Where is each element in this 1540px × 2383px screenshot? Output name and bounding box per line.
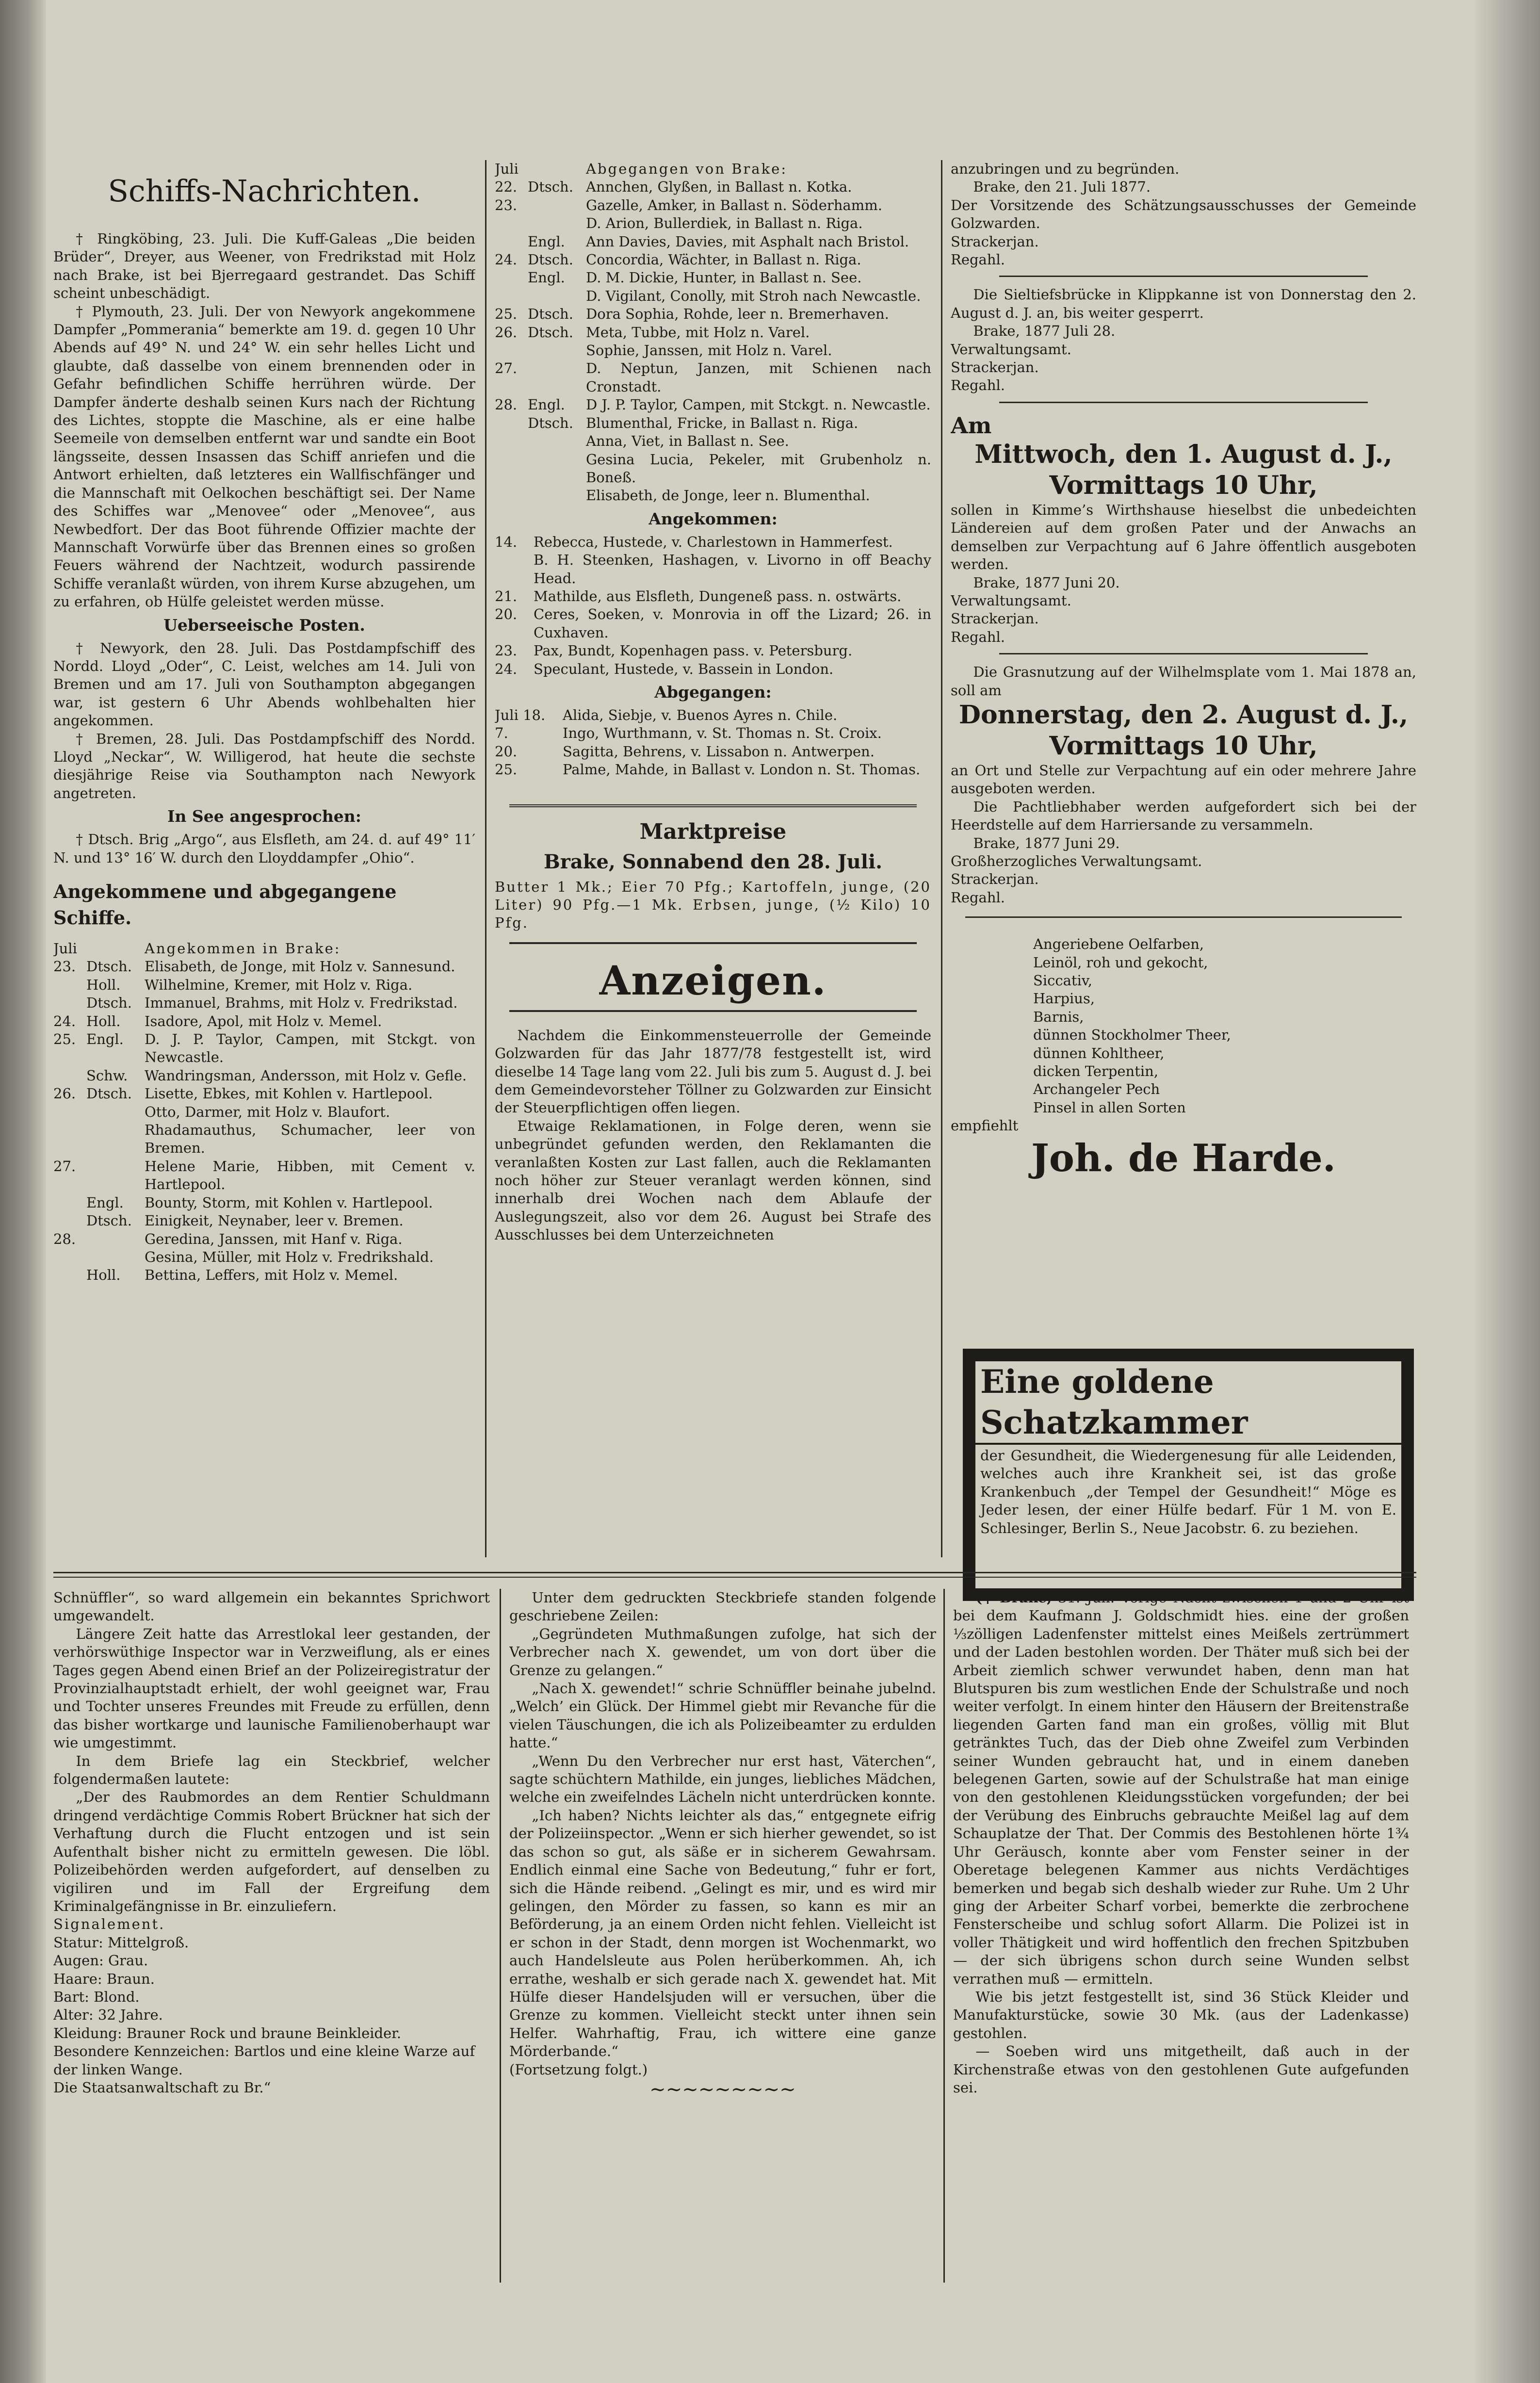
story2-part-4: „Wenn Du den Verbrecher nur erst hast, Väterchen“, sagte schüchtern Mathilde, ein junges, liebliches Mädchen, welche ein zweifelndes Lächeln nicht unterdrücken konnte. [509, 1752, 936, 1806]
news-bremen: † Bremen, 28. Juli. Das Postdampfschiff des Nordd. Lloyd „Neckar“, W. Willigerod, hat heute die sechste diesjährige Reise via Southampton nach Newyork angetreten. [53, 730, 475, 801]
departure-flag [528, 196, 586, 214]
arrival-row [53, 958, 475, 976]
horizontal-rule-bottom [53, 1577, 1416, 1578]
ad4-product-list [951, 935, 1416, 1117]
arrival-day [53, 1103, 86, 1121]
departure-text: Gesina Lucia, Pekeler, mit Grubenholz n. Boneß. [586, 451, 931, 486]
departed-list [495, 706, 931, 779]
ad2-headline-2: Vormittags 10 Uhr, [1049, 470, 1318, 500]
departure-text: D. Arion, Bullerdiek, in Ballast n. Riga. [586, 215, 863, 232]
page-edge [1472, 0, 1540, 2383]
departure-flag [528, 432, 586, 450]
product-item: Siccativ, [1033, 972, 1093, 989]
arrived-list [495, 533, 931, 678]
arrival-row [53, 1121, 475, 1158]
ad3-text-3: Die Pachtliebhaber werden aufgefordert sich bei der Heerdstelle auf dem Harriersande zu versammeln. [951, 798, 1416, 833]
schatzkammer-title: Eine goldene Schatzkammer [975, 1361, 1401, 1445]
departure-flag [528, 214, 586, 232]
ad3-place: Brake, 1877 Juni 29. [973, 834, 1120, 851]
story-part-3: In dem Briefe lag ein Steckbrief, welcher folgendermaßen lautete: [53, 1752, 490, 1788]
departure-text: Meta, Tubbe, mit Holz n. Varel. [586, 324, 810, 341]
arrival-flag: Schw. [86, 1067, 128, 1084]
marktpreise-title: Marktpreise [639, 819, 787, 844]
ad2-org: Verwaltungsamt. [951, 592, 1071, 609]
arrival-text: Wandringsman, Andersson, mit Holz v. Gefle. [145, 1067, 467, 1084]
departure-flag [528, 359, 586, 396]
departure-flag: Engl. [528, 396, 565, 413]
ad2-text: sollen in Kimme’s Wirthshause hieselbst die unbedeichten Ländereien auf dem großen Pater und der Anwachs an demselben zur Verpachtung auf 6 Jahre öffentlich ausgeboten werden. [951, 501, 1416, 573]
sign1-last: Regahl. [951, 251, 1005, 268]
arrived-text: Pax, Bundt, Kopenhagen pass. v. Petersburg. [534, 642, 853, 659]
departed-day: 7. [495, 725, 508, 742]
brake-news-2: Wie bis jetzt festgestellt ist, sind 36 Stück Kleider und Manufakturstücke, sowie 30 Mk. (aus der Ladenkasse) gestohlen. [953, 1988, 1409, 2041]
departure-text: Gazelle, Amker, in Ballast n. Söderhamm. [586, 196, 882, 213]
heading-in-see-angesprochen: In See angesprochen: [167, 807, 361, 826]
arrival-row [53, 1103, 475, 1121]
departure-day: 28. [495, 396, 518, 413]
product-item: Pinsel in allen Sorten [1033, 1099, 1186, 1116]
signalement-item: Kleidung: Brauner Rock und braune Beinkleider. [53, 2024, 402, 2041]
departure-row [495, 359, 931, 396]
arrival-flag [86, 1121, 145, 1158]
departure-day: 27. [495, 360, 518, 377]
header-label: Angekommen in Brake: [145, 940, 341, 957]
column-3 [951, 160, 1416, 1344]
departure-text: Anna, Viet, in Ballast n. See. [586, 433, 789, 450]
arrival-day [53, 976, 86, 994]
departure-day [495, 487, 528, 505]
ad1-place: Brake, 1877 Juli 28. [973, 323, 1116, 340]
arrival-flag: Holl. [86, 976, 121, 993]
sign1-name: Strackerjan. [951, 233, 1039, 250]
arrived-day: 21. [495, 588, 518, 604]
departure-text: Dora Sophia, Rohde, leer n. Bremerhaven. [586, 306, 889, 323]
heading-abgegangen: Abgegangen: [654, 682, 772, 702]
arrival-row [53, 1230, 475, 1248]
arrived-day: 23. [495, 642, 518, 659]
arrival-text: Gesina, Müller, mit Holz v. Fredrikshald. [145, 1248, 434, 1265]
departure-row [495, 414, 931, 432]
arrival-row [53, 1012, 475, 1030]
arrival-row [53, 1266, 475, 1284]
departed-text: Alida, Siebje, v. Buenos Ayres n. Chile. [563, 706, 838, 723]
departure-flag: Dtsch. [528, 414, 573, 431]
arrival-day [53, 1248, 86, 1266]
arrival-flag [86, 1230, 145, 1248]
departure-text: D J. P. Taylor, Campen, mit Stckgt. n. Newcastle. [586, 396, 931, 413]
news-argo: † Dtsch. Brig „Argo“, aus Elsfleth, am 24. d. auf 49° 11′ N. und 13° 16′ W. durch den Lloyddampfer „Ohio“. [53, 831, 475, 866]
arrival-text: Helene Marie, Hibben, mit Cement v. Hartlepool. [145, 1158, 475, 1193]
signalement-item: Bart: Blond. [53, 1988, 140, 2005]
arrival-text: Einigkeit, Neynaber, leer v. Bremen. [145, 1212, 404, 1229]
header-month-2: Juli [495, 161, 519, 177]
arrival-day: 27. [53, 1158, 76, 1175]
product-item: Barnis, [1033, 1008, 1084, 1025]
departed-row [495, 724, 931, 742]
arrival-row [53, 1067, 475, 1085]
news-plymouth: † Plymouth, 23. Juli. Der von Newyork angekommene Dampfer „Pommerania“ bemerkte am 19. d. gegen 10 Uhr Abends auf 49° N. und 24° W. ein sehr helles Licht und glaubte, daß dasselbe von einem brennenden oder in Gefahr befindlichen Schiffe herrühren würde. Der Dampfer änderte deshalb seinen Kurs nach der Richtung des Lichtes, stoppte die Maschine, als er eine halbe Seemeile von demselben entfernt war und sandte ein Boot längsseite, dessen Insassen das Schiff anriefen und die Antwort erhielten, daß letzteres ein Wallfischfänger und die Mannschaft mit Oelkochen beschäftigt sei. Der Name des Schiffes war „Menovee“ oder „Menovee“, aus Newbedfort. Der das Boot führende Offizier machte der Mannschaft Vorwürfe über das Brennen eines so großen Feuers während der Nachtzeit, wodurch passirende Schiffe veranlaßt würden, von ihrem Kurse abzugehen, um zu erfahren, ob Hülfe geleistet werden müsse. [53, 303, 475, 610]
arrival-flag: Dtsch. [86, 958, 132, 975]
departure-flag [528, 451, 586, 487]
departure-day [495, 414, 528, 432]
departures-list [495, 178, 931, 505]
bottom-column-1 [53, 1589, 490, 2292]
arrival-day [53, 1067, 86, 1085]
anzeigen-title: Anzeigen. [599, 957, 827, 1004]
departure-day: 22. [495, 179, 518, 196]
departure-row [495, 196, 931, 214]
arrival-flag: Engl. [86, 1194, 124, 1211]
departure-day: 24. [495, 251, 518, 268]
arrived-text: Mathilde, aus Elsfleth, Dungeneß pass. n. ostwärts. [534, 588, 902, 604]
signalement-item: Augen: Grau. [53, 1952, 148, 1969]
ad3-headline-2: Vormittags 10 Uhr, [1049, 731, 1318, 761]
arrival-row [53, 1194, 475, 1212]
departure-row [495, 269, 931, 287]
arrival-flag [86, 1248, 145, 1266]
arrival-day: 26. [53, 1085, 76, 1102]
arrived-row [495, 588, 931, 605]
departure-flag: Dtsch. [528, 251, 573, 268]
arrival-day: 25. [53, 1031, 76, 1048]
signalement-title: Signalement. [53, 1916, 165, 1933]
arrival-flag [86, 1158, 145, 1194]
arrival-day: 28. [53, 1230, 76, 1247]
ad1-org: Verwaltungsamt. [951, 341, 1071, 358]
arrival-day: 23. [53, 958, 76, 975]
arrival-text: D. J. P. Taylor, Campen, mit Stckgt. von Newcastle. [145, 1031, 475, 1066]
heading-angekommen: Angekommen: [648, 509, 778, 528]
story-part-4: „Der des Raubmordes an dem Rentier Schuldmann dringend verdächtige Commis Robert Brückner hat sich der Verhaftung durch die Flucht entzogen und ist sein Aufenthalt bisher nicht zu ermitteln gewesen. Die löbl. Polizeibehörden werden aufgefordert, auf denselben zu vigiliren und im Fall der Ergreifung dem Kriminalgefängnisse in Br. einzuliefern. [53, 1789, 490, 1914]
arrival-row [53, 976, 475, 994]
story-end-signature: Die Staatsanwaltschaft zu Br.“ [53, 2079, 271, 2096]
product-item: Leinöl, roh und gekocht, [1033, 954, 1208, 971]
product-item: dicken Terpentin, [1033, 1063, 1159, 1080]
product-item: Angeriebene Oelfarben, [1033, 936, 1204, 953]
departure-text: Elisabeth, de Jonge, leer n. Blumenthal. [586, 487, 870, 504]
arrived-text: B. H. Steenken, Hashagen, v. Livorno in off Beachy Head. [534, 552, 931, 587]
departure-day [495, 342, 528, 359]
story2-part-1: Unter dem gedruckten Steckbriefe standen folgende geschriebene Zeilen: [509, 1589, 936, 1624]
ad1-name: Strackerjan. [951, 359, 1039, 376]
schatzkammer-text: der Gesundheit, die Wiedergenesung für alle Leidenden, welches auch ihre Krankheit sei, ist das große Krankenbuch „der Tempel der Gesundheit!“ Möge es Jeder lesen, der einer Hülfe bedarf. Für 1 M. von E. Schlesinger, Berlin S., Neue Jacobstr. 6. zu beziehen. [980, 1447, 1396, 1536]
column-1 [53, 160, 475, 1567]
arrival-flag: Dtsch. [86, 995, 132, 1012]
arrival-row [53, 1158, 475, 1194]
departure-flag: Engl. [528, 233, 565, 250]
ad3-org: Großherzogliches Verwaltungsamt. [951, 852, 1202, 869]
anzeigen-continuation: anzubringen und zu begründen. [951, 161, 1180, 177]
brake-news: 31. Juli. Vorige Nacht zwischen 1 und 2 Uhr ist bei dem Kaufmann J. Goldschmidt hies. eine der großen ⅓zölligen Ladenfenster mittelst eines Meißels zertrümmert und der Laden bestohlen worden. Der Thäter muß sich bei der Arbeit ziemlich schwer verwundet haben, denn man hat Blutspuren bis zum westlichen Ende der Schulstraße und noch weiter verfolgt. In einem hinter den Häusern der Breitenstraße liegenden Garten fand man ein großes, völlig mit Blut getränktes Tuch, das der Dieb ohne Zweifel zum Verbinden seiner Wunden gebraucht hat, und in einem daneben belegenen Garten, sowie auf der Schulstraße hat man einige von den gestohlenen Kleidungsstücken vorgefunden; der bei der Verübung des Einbruchs gebrauchte Meißel lag auf dem Schauplatze der That. Der Commis des Bestohlenen hörte 1¾ Uhr Geräusch, konnte aber vom Fenster seiner in der Oberetage belegenen Kammer aus nichts Verdächtiges bemerken und begab sich deshalb wieder zur Ruhe. Um 2 Uhr ging der Arbeiter Scharf vorbei, bemerkte die zerbrochene Fensterscheibe und schlug sofort Allarm. Die Polizei ist in voller Thätigkeit und wird hoffentlich den frechen Spitzbuben — der sich übrigens schon durch seine Wunden selbst verrathen muß — ermitteln. [953, 1589, 1409, 1987]
arrival-day [53, 994, 86, 1012]
signalement-item: Besondere Kennzeichen: Bartlos und eine kleine Warze auf der linken Wange. [53, 2043, 475, 2078]
arrival-text: Wilhelmine, Kremer, mit Holz v. Riga. [145, 976, 413, 993]
departure-day [495, 432, 528, 450]
arrival-text: Rhadamauthus, Schumacher, leer von Bremen. [145, 1122, 475, 1157]
product-item: dünnen Kohltheer, [1033, 1045, 1165, 1061]
arrived-day: 20. [495, 606, 518, 623]
departure-row [495, 324, 931, 342]
ad1-last: Regahl. [951, 377, 1005, 394]
departure-flag [528, 342, 586, 359]
story2-part-2: „Gegründeten Muthmaßungen zufolge, hat sich der Verbrecher nach X. gewendet, um von dort über die Grenze zu gelangen.“ [509, 1625, 936, 1679]
arrival-day [53, 1121, 86, 1158]
departure-text: D. Neptun, Janzen, mit Schienen nach Cronstadt. [586, 360, 931, 395]
sign1-place: Brake, den 21. Juli 1877. [973, 179, 1151, 196]
ad3-text-2: an Ort und Stelle zur Verpachtung auf ein oder mehrere Jahre ausgeboten werden. [951, 762, 1416, 797]
departure-text: Annchen, Glyßen, in Ballast n. Kotka. [586, 179, 852, 196]
bottom-column-3 [953, 1589, 1409, 2292]
arrival-text: Lisette, Ebkes, mit Kohlen v. Hartlepool. [145, 1085, 433, 1102]
ad2-last: Regahl. [951, 628, 1005, 645]
arrived-text: Rebecca, Hustede, v. Charlestown in Hammerfest. [534, 533, 893, 550]
heading-ueberseeische-posten: Ueberseeische Posten. [163, 615, 365, 635]
ornament-tilde: ∼∼∼∼∼∼∼∼∼ [649, 2078, 796, 2101]
departure-row [495, 451, 931, 487]
arrival-day: 24. [53, 1012, 76, 1029]
departure-flag: Dtsch. [528, 324, 573, 341]
bottom-column-2 [509, 1589, 936, 2292]
arrival-row [53, 1030, 475, 1067]
fortsetzung-folgt: (Fortsetzung folgt.) [509, 2061, 648, 2078]
departure-text: Ann Davies, Davies, mit Asphalt nach Bristol. [586, 233, 909, 250]
departed-day: Juli 18. [495, 706, 546, 723]
arrival-flag: Holl. [86, 1012, 121, 1029]
departure-row [495, 287, 931, 305]
column-2 [495, 160, 931, 1567]
news-ringkoebing: † Ringköbing, 23. Juli. Die Kuff-Galeas „Die beiden Brüder“, Dreyer, aus Weener, von Fredrikstad mit Holz nach Brake, ist bei Bjerregaard gestrandet. Das Schiff scheint unbeschädigt. [53, 230, 475, 302]
section-title-schiffs-nachrichten: Schiffs-Nachrichten. [108, 173, 421, 209]
signalement-item: Statur: Mittelgroß. [53, 1934, 189, 1951]
anzeigen-text-2: Etwaige Reklamationen, in Folge deren, wenn sie unbegründet gefunden werden, den Reklamanten die veranlaßten Kosten zur Last fallen, auch die Reklamanten noch höher zur Steuer veranlagt werden können, sind innerhalb drei Wochen nach dem Ablaufe der Auslegungszeit, also vor dem 26. August bei Strafe des Ausschlusses bei dem Unterzeichneten [495, 1117, 931, 1243]
ad2-headline-1: Mittwoch, den 1. August d. J., [974, 439, 1393, 469]
arrived-text: Ceres, Soeken, v. Monrovia in off the Lizard; 26. in Cuxhaven. [534, 606, 931, 641]
ad-schatzkammer-box [963, 1349, 1414, 1601]
ad2-place: Brake, 1877 Juni 20. [973, 574, 1120, 591]
arrival-flag [86, 1103, 145, 1121]
arrived-day: 14. [495, 533, 518, 550]
arrival-day [53, 1212, 86, 1230]
arrival-day [53, 1194, 86, 1212]
arrival-day [53, 1266, 86, 1284]
arrival-text: Isadore, Apol, mit Holz v. Memel. [145, 1012, 382, 1029]
ad3-last: Regahl. [951, 889, 1005, 906]
story2-part-5: „Ich haben? Nichts leichter als das,“ entgegnete eifrig der Polizeiinspector. „Wenn er sich hierher gewendet, so ist das schon so gut, als säße er in sicherem Gewahrsam. Endlich einmal eine Sache von Bedeutung,“ fuhr er fort, sich die Hände reibend. „Gelingt es mir, und es wird mir gelingen, den Mörder zu fassen, so kann es mir an Beförderung, ja an einem Orden nicht fehlen. Vielleicht ist er schon in der Stadt, denn morgen ist Wochenmarkt, wo auch Handelsleute aus Polen herüberkommen. Ah, ich errathe, weshalb er sich gerade nach X. gewendet hat. Mit Hülfe dieser Handelsjuden will er versuchen, über die Grenze zu kommen. Vielleicht steckt unter ihnen sein Helfer. Wahrhaftig, Frau, ich wittere eine ganze Mörderbande.“ [509, 1807, 936, 2060]
departure-row [495, 251, 931, 269]
arrival-text: Otto, Darmer, mit Holz v. Blaufort. [145, 1103, 390, 1120]
arrival-flag: Holl. [86, 1267, 121, 1284]
departure-day [495, 214, 528, 232]
ad-sieltiefsbruecke: Die Sieltiefsbrücke in Klippkanne ist von Donnerstag den 2. August d. J. an, bis weiter gesperrt. [951, 286, 1416, 321]
book-spine [0, 0, 46, 2383]
departure-day [495, 287, 528, 305]
departure-text: Sophie, Janssen, mit Holz n. Varel. [586, 342, 832, 359]
departure-row [495, 214, 931, 232]
arrived-text: Speculant, Hustede, v. Bassein in London. [534, 660, 834, 677]
departure-day [495, 233, 528, 251]
arrival-text: Elisabeth, de Jonge, mit Holz v. Sannesund. [145, 958, 455, 975]
header-label-2: Abgegangen von Brake: [586, 161, 788, 177]
bottom-rule-1 [500, 1589, 501, 2283]
departed-day: 20. [495, 743, 518, 760]
marktpreise-text: Butter 1 Mk.; Eier 70 Pfg.; Kartoffeln, junge, (20 Liter) 90 Pfg.—1 Mk. Erbsen, junge, (½ Kilo) 10 Pfg. [495, 878, 931, 931]
product-item: dünnen Stockholmer Theer, [1033, 1027, 1231, 1044]
brake-news-3: — Soeben wird uns mitgetheilt, daß auch in der Kirchenstraße etwas von den gestohlenen Gute aufgefunden sei. [953, 2043, 1409, 2096]
table-header [53, 940, 475, 958]
departure-flag: Engl. [528, 269, 565, 286]
departure-row [495, 342, 931, 359]
departure-flag: Dtsch. [528, 306, 573, 323]
product-item: Harpius, [1033, 990, 1095, 1007]
arrival-row [53, 994, 475, 1012]
column-rule-1 [485, 160, 486, 1557]
arrived-row [495, 551, 931, 588]
departed-row [495, 706, 931, 724]
story-part-1: Schnüffler“, so ward allgemein ein bekanntes Sprichwort umgewandelt. [53, 1589, 490, 1624]
marktpreise-subtitle: Brake, Sonnabend den 28. Juli. [543, 850, 883, 873]
sign1-org: Der Vorsitzende des Schätzungsausschusses der Gemeinde Golzwarden. [951, 196, 1416, 232]
departure-day [495, 269, 528, 287]
arrived-row [495, 533, 931, 551]
arrival-row [53, 1212, 475, 1230]
departure-text: Blumenthal, Fricke, in Ballast n. Riga. [586, 414, 859, 431]
departure-row [495, 233, 931, 251]
departed-text: Sagitta, Behrens, v. Lissabon n. Antwerpen. [563, 743, 875, 760]
ad2-name: Strackerjan. [951, 610, 1039, 627]
departure-flag: Dtsch. [528, 179, 573, 196]
ad4-merchant-name: Joh. de Harde. [1031, 1136, 1336, 1180]
arrived-row [495, 642, 931, 660]
heading-ships: Angekommene und abgegangene Schiffe. [53, 881, 397, 929]
arrival-row [53, 1085, 475, 1103]
departure-day [495, 451, 528, 487]
column-rule-2 [941, 160, 942, 1557]
departure-day: 26. [495, 324, 518, 341]
departed-text: Ingo, Wurthmann, v. St. Thomas n. St. Croix. [563, 725, 882, 742]
product-item: Archangeler Pech [1033, 1081, 1160, 1098]
arrived-row [495, 660, 931, 678]
brake-lead: († Brake, [975, 1589, 1052, 1606]
arrival-flag: Dtsch. [86, 1212, 132, 1229]
departure-row [495, 178, 931, 196]
arrival-text: Bettina, Leffers, mit Holz v. Memel. [145, 1267, 398, 1284]
bottom-rule-2 [943, 1589, 945, 2283]
arrived-day [495, 551, 534, 588]
arrival-text: Bounty, Storm, mit Kohlen v. Hartlepool. [145, 1194, 433, 1211]
ad2-am: Am [951, 412, 992, 439]
arrival-text: Geredina, Janssen, mit Hanf v. Riga. [145, 1230, 403, 1247]
arrived-row [495, 605, 931, 642]
departure-row [495, 432, 931, 450]
signalement-item: Alter: 32 Jahre. [53, 2007, 163, 2024]
departure-row [495, 396, 931, 414]
departure-flag [528, 487, 586, 505]
departure-text: Concordia, Wächter, in Ballast n. Riga. [586, 251, 861, 268]
table-header-2 [495, 160, 931, 178]
arrived-day: 24. [495, 660, 518, 677]
departure-text: D. Vigilant, Conolly, mit Stroh nach Newcastle. [586, 287, 921, 304]
news-newyork: † Newyork, den 28. Juli. Das Postdampfschiff des Nordd. Lloyd „Oder“, C. Leist, welches am 14. Juli von Bremen und am 17. Juli von Southampton abgegangen war, ist gestern 6 Uhr Abends wohlbehalten hier angekommen. [53, 639, 475, 729]
arrival-flag: Dtsch. [86, 1085, 132, 1102]
departure-row [495, 487, 931, 505]
departure-row [495, 305, 931, 323]
ad3-headline-1: Donnerstag, den 2. August d. J., [958, 700, 1409, 730]
departure-day: 23. [495, 196, 518, 213]
signalement-item: Haare: Braun. [53, 1970, 155, 1987]
anzeigen-text-1: Nachdem die Einkommensteuerrolle der Gemeinde Golzwarden für das Jahr 1877/78 festgestellt ist, wird dieselbe 14 Tage lang vom 22. Juli bis zum 5. August d. J. bei dem Gemeindevorsteher Töllner zu Golzwarden zur Einsicht der Steuerpflichtigen offen liegen. [495, 1027, 931, 1116]
story-part-2: Längere Zeit hatte das Arrestlokal leer gestanden, der verhörswüthige Inspector war in Verzweiflung, als er eines Tages gegen Abend einen Brief an der Polizeiregistratur der Provinzialhauptstadt erhielt, der wohl geeignet war, Frau und Tochter unseres Freundes mit Freude zu erfüllen, denn das bisher wortkarge und launische Familienoberhaupt war wie umgestimmt. [53, 1625, 490, 1751]
departed-day: 25. [495, 761, 518, 778]
departed-row [495, 743, 931, 761]
departed-text: Palme, Mahde, in Ballast v. London n. St. Thomas. [563, 761, 921, 778]
story2-part-3: „Nach X. gewendet!“ schrie Schnüffler beinahe jubelnd. „Welch’ ein Glück. Der Himmel giebt mir Revanche für die vielen Täuschungen, die ich als Polizeibeamter zu erdulden hatte.“ [509, 1680, 936, 1751]
departed-row [495, 761, 931, 779]
departure-flag [528, 287, 586, 305]
signalement-list [53, 1934, 490, 2079]
arrival-flag: Engl. [86, 1031, 124, 1048]
arrivals-list [53, 958, 475, 1284]
departure-text: D. M. Dickie, Hunter, in Ballast n. See. [586, 269, 862, 286]
ad4-empfiehlt: empfiehlt [951, 1117, 1019, 1134]
ad3-text-1: Die Grasnutzung auf der Wilhelmsplate vom 1. Mai 1878 an, soll am [951, 664, 1416, 699]
horizontal-rule-top [53, 1572, 1416, 1573]
header-month: Juli [53, 940, 77, 957]
ad3-name: Strackerjan. [951, 871, 1039, 888]
arrival-text: Immanuel, Brahms, mit Holz v. Fredrikstad. [145, 995, 458, 1012]
arrival-row [53, 1248, 475, 1266]
departure-day: 25. [495, 306, 518, 323]
